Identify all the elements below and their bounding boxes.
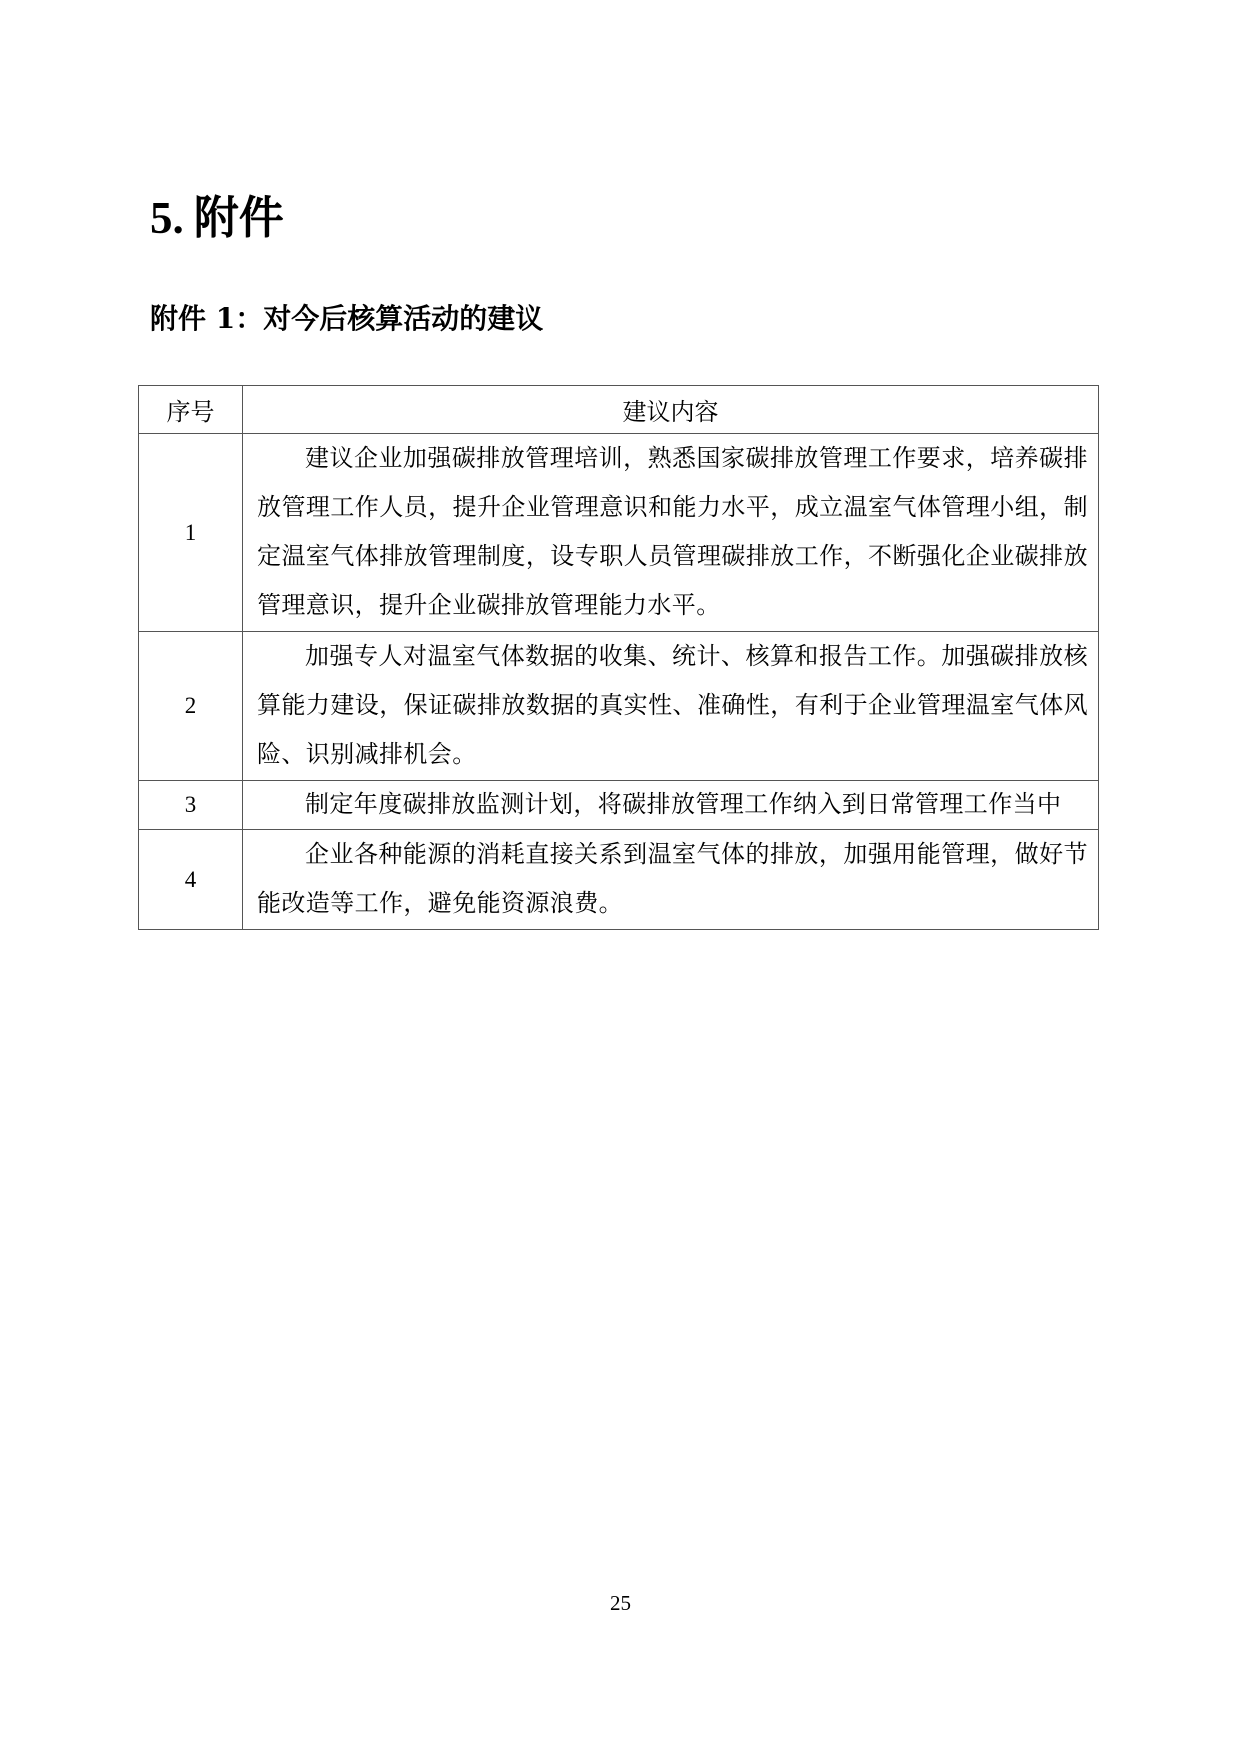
- row-index: 3: [139, 781, 243, 830]
- table-row: [139, 781, 1099, 830]
- row-content: 加强专人对温室气体数据的收集、统计、核算和报告工作。加强碳排放核算能力建设，保证碳排放数据的真实性、准确性，有利于企业管理温室气体风险、识别减排机会。: [243, 632, 1099, 781]
- section-heading: [150, 188, 284, 248]
- header-content: 建议内容: [243, 386, 1099, 434]
- section-title: 附件: [193, 191, 284, 244]
- row-content: 制定年度碳排放监测计划，将碳排放管理工作纳入到日常管理工作当中: [243, 781, 1099, 830]
- row-index: 4: [139, 830, 243, 930]
- table-row: [139, 632, 1099, 781]
- table-row: [139, 434, 1099, 632]
- row-index: 2: [139, 632, 243, 781]
- row-index: 1: [139, 434, 243, 632]
- row-content: 企业各种能源的消耗直接关系到温室气体的排放，加强用能管理，做好节能改造等工作，避免能资源浪费。: [243, 830, 1099, 930]
- header-index: 序号: [139, 386, 243, 434]
- attachment-title: 附件 1：对今后核算活动的建议: [150, 302, 544, 335]
- table-row: [139, 830, 1099, 930]
- suggestions-table: [138, 385, 1099, 930]
- table-header-row: [139, 386, 1099, 434]
- row-content: 建议企业加强碳排放管理培训，熟悉国家碳排放管理工作要求，培养碳排放管理工作人员，提升企业管理意识和能力水平，成立温室气体管理小组，制定温室气体排放管理制度，设专职人员管理碳排放工作，不断强化企业碳排放管理意识，提升企业碳排放管理能力水平。: [243, 434, 1099, 632]
- section-number: 5.: [150, 193, 184, 243]
- page-number: 25: [610, 1591, 631, 1615]
